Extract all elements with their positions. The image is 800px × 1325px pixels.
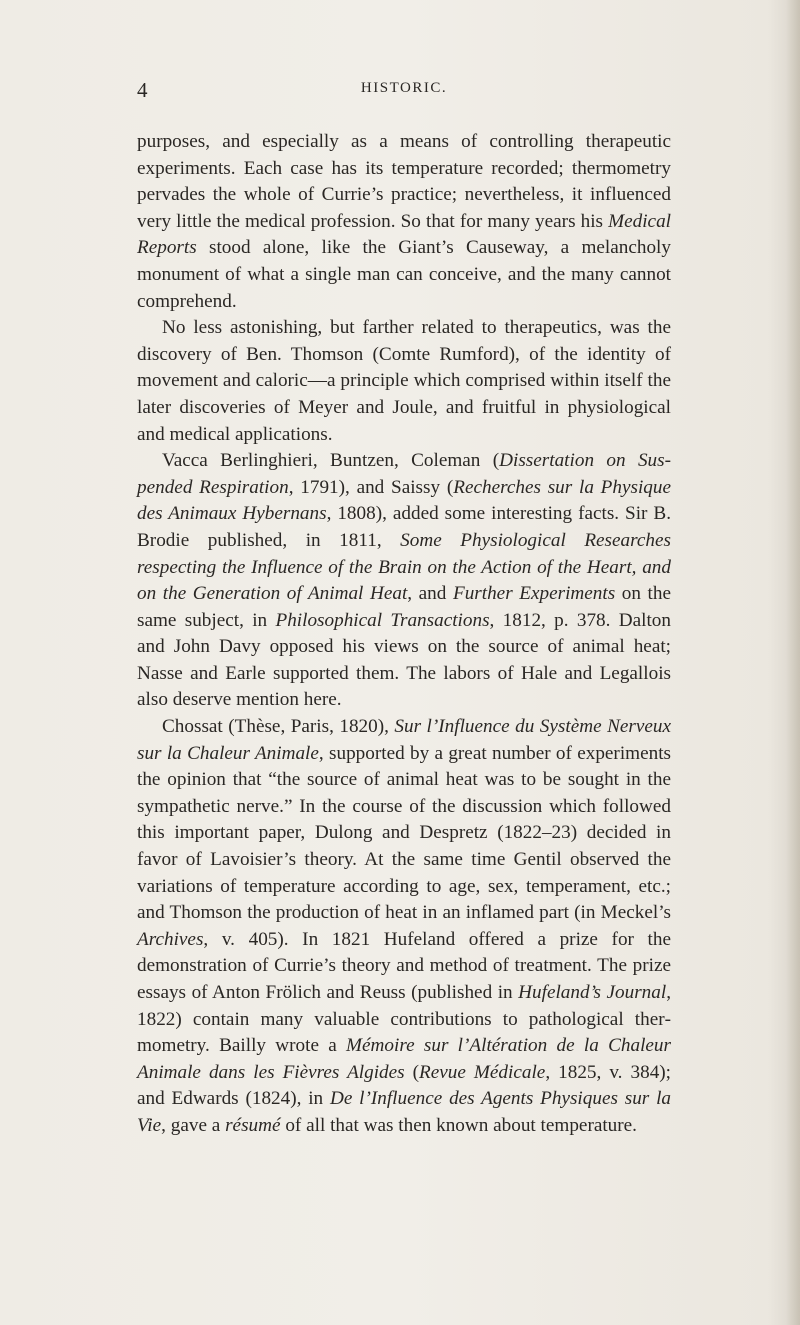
text-run: , supported by a great number of experiments the opinion that “the source of animal heat was to be sought in the sympathetic nerve.” In the course of the discussion which followed this important paper, Dulong and Despretz (1822–23) decided in favor of Lavoisier’s theory. At the same time Gentil observed the variations of temperature according to age, sex, temperament, etc.; and Thomson the production of heat in an inflamed part (in Meckel’s bbox=[137, 742, 671, 924]
italic-title: résumé bbox=[225, 1114, 281, 1136]
italic-title: Hufeland’s Journal bbox=[518, 982, 667, 1003]
italic-title: Mémoire sur l’Altération de la Chaleur Animale dans les Fièvres Algides bbox=[137, 1035, 671, 1083]
text-run: on the same subject, in bbox=[137, 583, 671, 631]
text-run: , v. 405). In 1821 Hufeland offered a prize for the demonstration of Currie’s theory and method of treatment. The prize essays of Anton Frölich and Reuss (published in bbox=[137, 928, 671, 1003]
italic-title: Recherches sur la Physique des Animaux Hybernans bbox=[137, 476, 671, 525]
page-header bbox=[137, 78, 671, 108]
running-head: HISTORIC. bbox=[360, 80, 448, 96]
italic-title: Sur l’Influence du Système Nerveux sur la Chaleur Animale bbox=[137, 716, 671, 764]
italic-title: Dissertation on Suspended Respiration bbox=[137, 450, 671, 498]
text-run: , and bbox=[407, 583, 453, 605]
text-run: , 1808), added some interesting facts. Sir B. Brodie published, in 1811, bbox=[137, 503, 672, 551]
text-run: , 1812, p. 378. Dalton and John Davy opposed his views on the source of animal heat; Nasse and Earle supported them. The labors of Hale and Legallois also deserve mention here. bbox=[137, 609, 671, 711]
body-text bbox=[137, 129, 671, 1140]
text-run: stood alone, like the Giant’s Causeway, a melancholy monument of what a single man can conceive, and the many cannot comprehend. bbox=[137, 237, 671, 312]
italic-title: Archives bbox=[137, 928, 204, 950]
text-run: , 1822) contain many valuable contributions to pathological thermometry. Bailly wrote a bbox=[137, 982, 671, 1057]
text-run: purposes, and especially as a means of controlling therapeutic experiments. Each case has its temperature recorded; thermometry pervades the whole of Currie’s practice; nevertheless, it influenced very little the medical profession. So that for many years his bbox=[137, 131, 671, 232]
text-run: Vacca Berlinghieri, Buntzen, Coleman ( bbox=[162, 450, 500, 472]
paragraph-2 bbox=[137, 315, 671, 448]
text-run: No less astonishing, but farther related to therapeutics, was the discovery of Ben. Thomson (Comte Rumford), of the identity of movement and caloric—a principle which comprised within itself the later discoveries of Meyer and Joule, and fruitful in physiological and medical applications. bbox=[137, 317, 671, 445]
text-run: , 1825, v. 384); and Edwards (1824), in bbox=[137, 1061, 672, 1110]
italic-title: Some Physiological Researches respecting the Influence of the Brain on the Action of the Heart, and on the Generation of Animal Heat bbox=[137, 529, 671, 605]
italic-title: Philosophical Transactions bbox=[275, 609, 490, 631]
page-number: 4 bbox=[137, 78, 148, 102]
italic-title: De l’Influence des Agents Physiques sur la Vie bbox=[137, 1088, 672, 1136]
paragraph-1 bbox=[137, 129, 671, 315]
paragraph-3 bbox=[137, 448, 671, 714]
text-run: ( bbox=[404, 1061, 420, 1083]
paragraph-4 bbox=[137, 714, 671, 1140]
text-run: , 1791), and Saissy ( bbox=[288, 476, 454, 498]
page-edge-shadow bbox=[786, 0, 800, 1325]
italic-title: Further Experiments bbox=[452, 583, 616, 605]
text-run: Chossat (Thèse, Paris, 1820), bbox=[162, 716, 395, 738]
text-run: of all that was then known about temperature. bbox=[280, 1114, 637, 1136]
italic-title: Medical Reports bbox=[137, 210, 671, 259]
italic-title: Revue Médicale bbox=[419, 1061, 546, 1083]
text-run: , gave a bbox=[161, 1114, 226, 1136]
